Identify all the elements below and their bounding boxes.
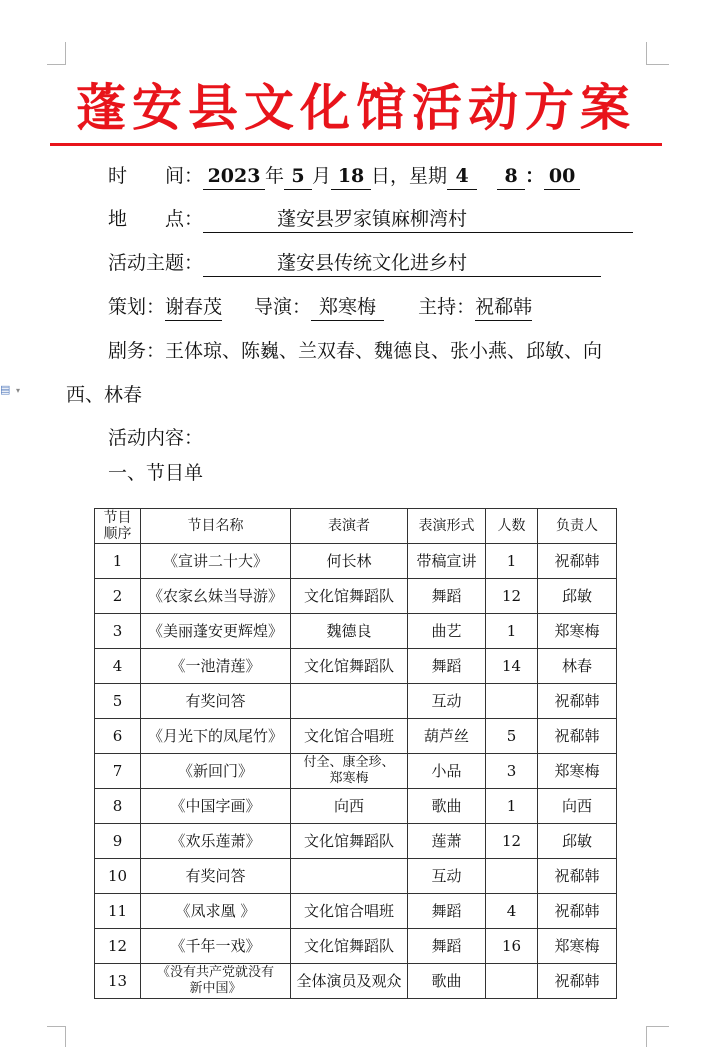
cell-form: 舞蹈 [408, 579, 486, 614]
col-header-lead: 负责人 [538, 509, 617, 544]
cell-form: 小品 [408, 754, 486, 789]
staff-line [108, 294, 532, 321]
cell-lead: 邱敏 [538, 824, 617, 859]
cell-lead: 郑寒梅 [538, 929, 617, 964]
time-year[interactable]: 2023 [203, 163, 265, 190]
host-name[interactable]: 祝郗韩 [475, 294, 532, 321]
cell-program: 《欢乐莲萧》 [141, 824, 291, 859]
cell-performer: 文化馆合唱班 [291, 719, 408, 754]
cell-form: 葫芦丝 [408, 719, 486, 754]
cell-order: 13 [95, 964, 141, 999]
cell-form: 互动 [408, 684, 486, 719]
table-body [95, 544, 617, 999]
cell-lead: 林春 [538, 649, 617, 684]
cell-count: 4 [486, 894, 538, 929]
cell-count: 12 [486, 579, 538, 614]
cell-order: 2 [95, 579, 141, 614]
cell-form: 舞蹈 [408, 649, 486, 684]
cell-performer: 付全、康全珍、 郑寒梅 [291, 754, 408, 789]
time-day[interactable]: 18 [331, 163, 371, 190]
cell-performer [291, 859, 408, 894]
cell-performer: 文化馆舞蹈队 [291, 824, 408, 859]
time-day-unit: 日，星期 [371, 165, 448, 187]
time-month-unit: 月 [312, 165, 332, 187]
cell-count [486, 859, 538, 894]
cell-performer: 向西 [291, 789, 408, 824]
cell-form: 带稿宣讲 [408, 544, 486, 579]
cell-lead: 祝郗韩 [538, 719, 617, 754]
time-year-unit: 年 [265, 165, 285, 187]
cell-form: 舞蹈 [408, 894, 486, 929]
cell-count: 1 [486, 789, 538, 824]
table-row [95, 929, 617, 964]
cell-program: 《凤求凰 》 [141, 894, 291, 929]
cell-order: 11 [95, 894, 141, 929]
cell-order: 7 [95, 754, 141, 789]
cell-lead: 邱敏 [538, 579, 617, 614]
table-row [95, 754, 617, 789]
cell-form: 莲萧 [408, 824, 486, 859]
cell-lead: 祝郗韩 [538, 684, 617, 719]
cell-count: 12 [486, 824, 538, 859]
col-header-order: 节目 顺序 [95, 509, 141, 544]
theme-value[interactable]: 蓬安县传统文化进乡村 [203, 250, 601, 277]
table-row [95, 719, 617, 754]
time-month[interactable]: 5 [284, 163, 312, 190]
cell-order: 10 [95, 859, 141, 894]
col-header-name: 节目名称 [141, 509, 291, 544]
cell-form: 歌曲 [408, 789, 486, 824]
cell-order: 1 [95, 544, 141, 579]
cell-lead: 郑寒梅 [538, 614, 617, 649]
cell-form: 曲艺 [408, 614, 486, 649]
cell-order: 3 [95, 614, 141, 649]
cell-program: 《月光下的凤尾竹》 [141, 719, 291, 754]
cell-count [486, 684, 538, 719]
cell-program: 《没有共产党就没有 新中国》 [141, 964, 291, 999]
cell-form: 互动 [408, 859, 486, 894]
cell-order: 5 [95, 684, 141, 719]
cell-performer: 文化馆舞蹈队 [291, 649, 408, 684]
cell-performer: 文化馆舞蹈队 [291, 929, 408, 964]
cell-count: 1 [486, 544, 538, 579]
table-row [95, 964, 617, 999]
cell-count: 5 [486, 719, 538, 754]
cell-performer: 何长林 [291, 544, 408, 579]
cell-program: 《宣讲二十大》 [141, 544, 291, 579]
cell-program: 《千年一戏》 [141, 929, 291, 964]
title-red-rule [50, 143, 662, 146]
table-row [95, 684, 617, 719]
col-header-count: 人数 [486, 509, 538, 544]
cell-count: 14 [486, 649, 538, 684]
crop-mark-top-right [646, 42, 669, 65]
cell-program: 有奖问答 [141, 684, 291, 719]
col-header-form: 表演形式 [408, 509, 486, 544]
time-label: 时 间： [108, 165, 204, 187]
cell-program: 《一池清莲》 [141, 649, 291, 684]
cell-program: 有奖问答 [141, 859, 291, 894]
cell-performer: 文化馆合唱班 [291, 894, 408, 929]
theme-line [108, 250, 601, 277]
table-row [95, 824, 617, 859]
cell-program: 《农家幺妹当导游》 [141, 579, 291, 614]
cell-program: 《中国字画》 [141, 789, 291, 824]
planner-name[interactable]: 谢春茂 [165, 294, 222, 321]
time-line [108, 163, 580, 190]
cell-lead: 祝郗韩 [538, 964, 617, 999]
cell-count: 16 [486, 929, 538, 964]
table-header-row [95, 509, 617, 544]
cell-count [486, 964, 538, 999]
content-label: 活动内容： [108, 427, 204, 449]
cell-order: 9 [95, 824, 141, 859]
cell-performer [291, 684, 408, 719]
table-row [95, 544, 617, 579]
time-colon: ： [525, 165, 545, 187]
cell-order: 8 [95, 789, 141, 824]
table-row [95, 894, 617, 929]
cell-form: 歌曲 [408, 964, 486, 999]
cell-performer: 魏德良 [291, 614, 408, 649]
host-label: 主持： [418, 296, 476, 318]
theme-label: 活动主题： [108, 252, 204, 274]
crop-mark-bottom-left [47, 1026, 66, 1047]
table-row [95, 579, 617, 614]
program-table [94, 508, 617, 999]
crop-mark-top-left [47, 42, 66, 65]
document-title: 蓬安县文化馆活动方案 [76, 79, 636, 137]
cell-performer: 全体演员及观众 [291, 964, 408, 999]
cell-program: 《美丽蓬安更辉煌》 [141, 614, 291, 649]
crew-line-2: 西、林春 [66, 384, 143, 406]
table-row [95, 614, 617, 649]
cell-count: 1 [486, 614, 538, 649]
crop-mark-bottom-right [646, 1026, 669, 1047]
cell-count: 3 [486, 754, 538, 789]
cell-lead: 祝郗韩 [538, 859, 617, 894]
planner-label: 策划： [108, 296, 166, 318]
cell-lead: 祝郗韩 [538, 894, 617, 929]
cell-form: 舞蹈 [408, 929, 486, 964]
cell-order: 12 [95, 929, 141, 964]
crew-line-1: 剧务：王体琼、陈巍、兰双春、魏德良、张小燕、邱敏、向 [108, 340, 603, 362]
time-hour[interactable]: 8 [497, 163, 525, 190]
time-weekday[interactable]: 4 [447, 163, 477, 190]
section-heading: 一、节目单 [108, 462, 204, 484]
table-row [95, 859, 617, 894]
director-label: 导演： [254, 296, 312, 318]
cell-order: 6 [95, 719, 141, 754]
cell-lead: 向西 [538, 789, 617, 824]
cell-performer: 文化馆舞蹈队 [291, 579, 408, 614]
cell-program: 《新回门》 [141, 754, 291, 789]
place-value[interactable]: 蓬安县罗家镇麻柳湾村 [203, 206, 633, 233]
time-minute[interactable]: 00 [544, 163, 580, 190]
place-label: 地 点： [108, 208, 204, 230]
col-header-performer: 表演者 [291, 509, 408, 544]
table-row [95, 789, 617, 824]
document-margin-icon[interactable]: ▤ [0, 383, 11, 396]
cell-lead: 郑寒梅 [538, 754, 617, 789]
place-line [108, 206, 633, 233]
margin-dropdown-icon[interactable]: ▾ [16, 386, 21, 395]
cell-lead: 祝郗韩 [538, 544, 617, 579]
table-row [95, 649, 617, 684]
director-name[interactable]: 郑寒梅 [311, 294, 384, 321]
cell-order: 4 [95, 649, 141, 684]
